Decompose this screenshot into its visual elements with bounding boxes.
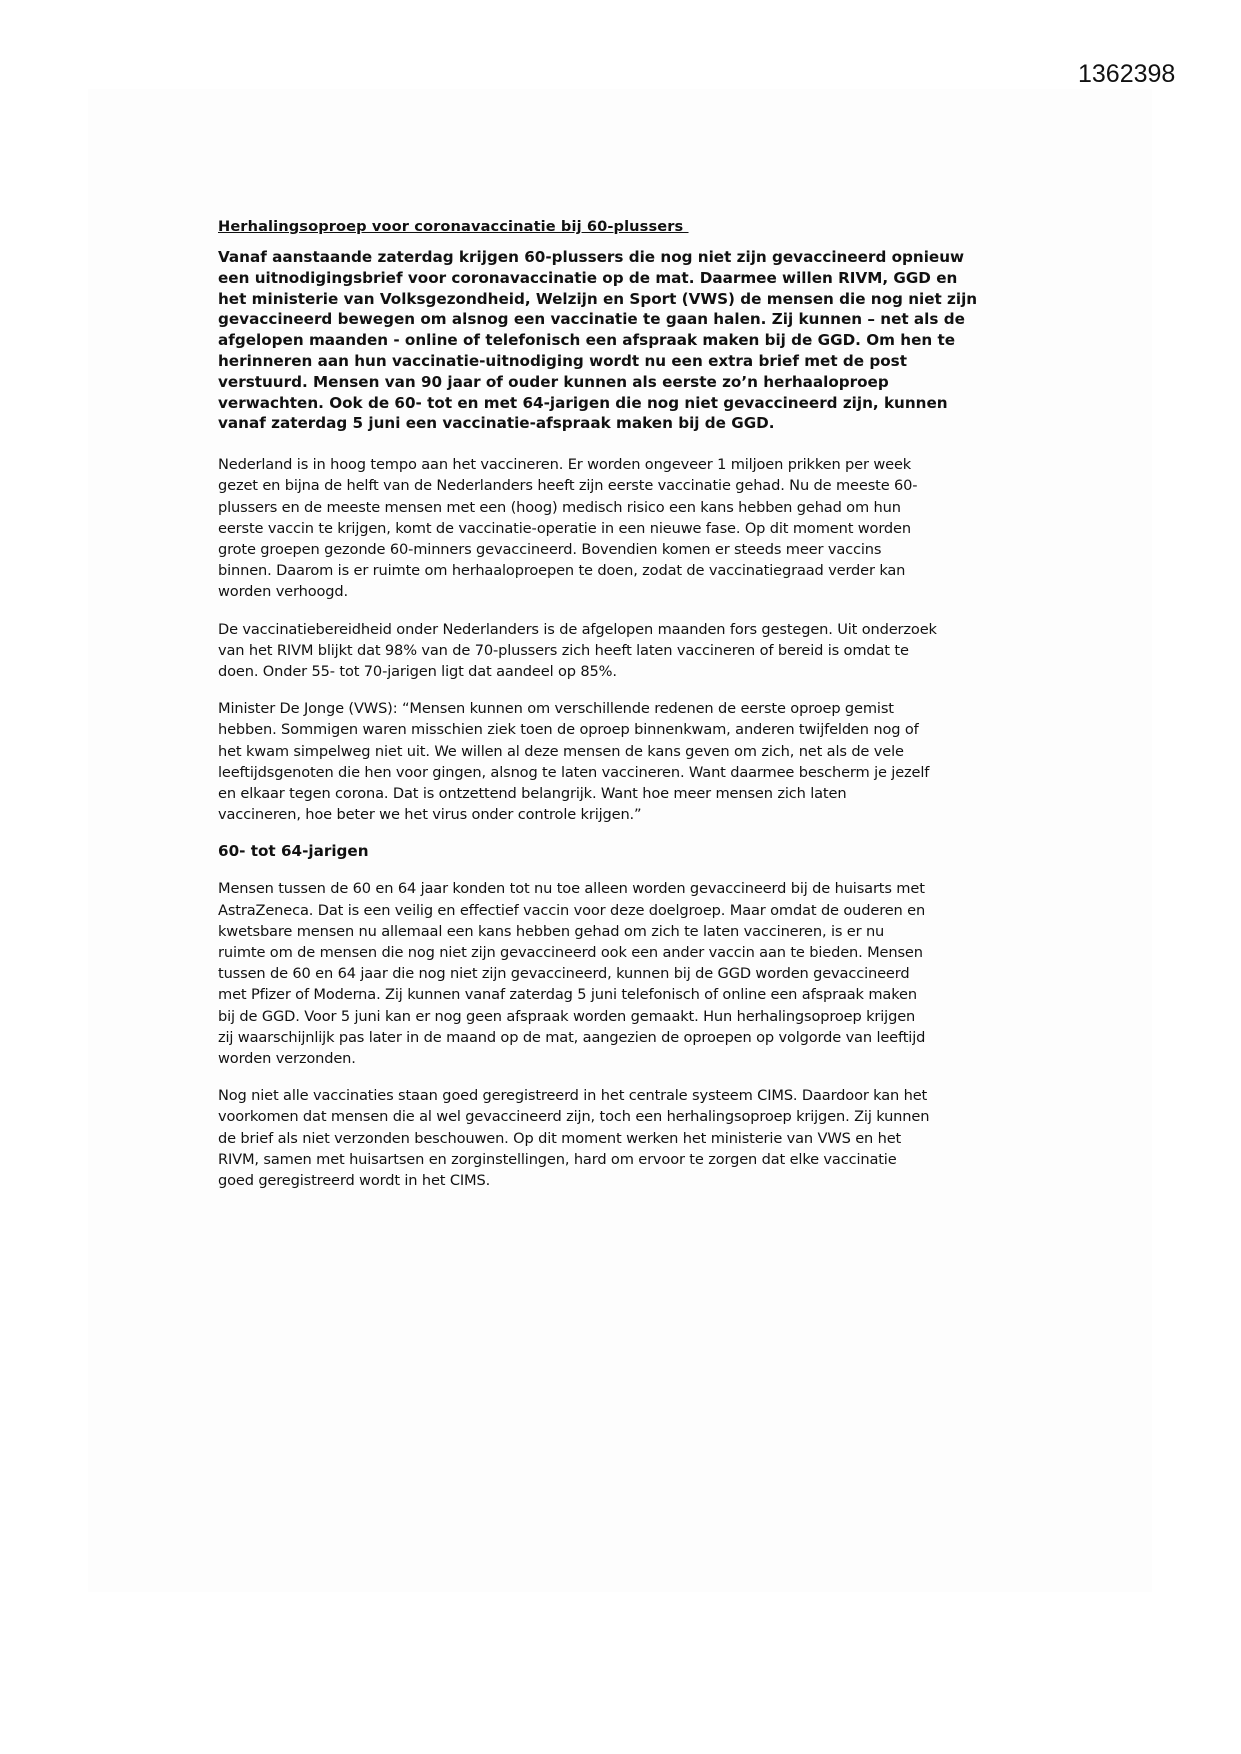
paragraph-vaccination-pace [218,454,1048,602]
document-title: Herhalingsoproep voor coronavaccinatie bij 60-plussers [218,218,689,235]
text-line: ruimte om de mensen die nog niet zijn gevaccineerd ook een ander vaccin aan te bieden. Mensen [218,944,923,962]
text-line: Mensen tussen de 60 en 64 jaar konden tot nu toe alleen worden gevaccineerd bij de huisarts met [218,880,925,898]
text-line: Nog niet alle vaccinaties staan goed geregistreerd in het centrale systeem CIMS. Daardoor kan het [218,1087,928,1105]
text-line: het kwam simpelweg niet uit. We willen al deze mensen de kans geven om zich, net als de vele [218,742,904,760]
text-line: voorkomen dat mensen die al wel gevaccineerd zijn, toch een herhalingsoproep krijgen. Zij kunnen [218,1108,930,1126]
text-line: doen. Onder 55- tot 70-jarigen ligt dat aandeel op 85%. [218,663,617,680]
paragraph-cims-registration [218,1085,1048,1191]
text-line: het ministerie van Volksgezondheid, Welzijn en Sport (VWS) de mensen die nog niet zijn [218,289,978,308]
text-line: verwachten. Ook de 60- tot en met 64-jarigen die nog niet gevaccineerd zijn, kunnen [218,393,948,412]
text-line: zij waarschijnlijk pas later in de maand op de mat, aangezien de oproepen op volgorde van leeftijd [218,1028,926,1046]
text-line: eerste vaccin te krijgen, komt de vaccinatie-operatie in een nieuwe fase. Op dit moment worden [218,519,911,537]
text-line: afgelopen maanden - online of telefonisch een afspraak maken bij de GGD. Om hen te [218,331,956,350]
section-heading: 60- tot 64-jarigen [218,842,369,861]
text-line: goed geregistreerd wordt in het CIMS. [218,1172,491,1190]
text-line: Vanaf aanstaande zaterdag krijgen 60-plussers die nog niet zijn gevaccineerd opnieuw [218,248,965,266]
text-line: vaccineren, hoe beter we het virus onder controle krijgen.” [218,806,642,824]
text-line: gezet en bijna de helft van de Nederlanders heeft zijn eerste vaccinatie gehad. Nu de meeste 60- [218,477,918,495]
text-line: de brief als niet verzonden beschouwen. Op dit moment werken het ministerie van VWS en het [218,1129,902,1147]
text-line: hebben. Sommigen waren misschien ziek toen de oproep binnenkwam, anderen twijfelden nog of [218,721,919,739]
text-line: leeftijdsgenoten die hen voor gingen, alsnog te laten vaccineren. Want daarmee bescherm je jezelf [218,763,930,781]
text-line: vanaf zaterdag 5 juni een vaccinatie-afspraak maken bij de GGD. [218,414,775,433]
paragraph-minister-quote [218,698,1048,825]
text-line: verstuurd. Mensen van 90 jaar of ouder kunnen als eerste zo’n herhaaloproep [218,372,889,391]
text-line: kwetsbare mensen nu allemaal een kans hebben gehad om zich te laten vaccineren, is er nu [218,922,885,940]
text-line: gevaccineerd bewegen om alsnog een vaccinatie te gaan halen. Zij kunnen – net als de [218,310,965,329]
text-line: bij de GGD. Voor 5 juni kan er nog geen afspraak worden gemaakt. Hun herhalingsoproep krijgen [218,1007,916,1025]
text-line: een uitnodigingsbrief voor coronavaccinatie op de mat. Daarmee willen RIVM, GGD en [218,268,958,287]
text-line: AstraZeneca. Dat is een veilig en effectief vaccin voor deze doelgroep. Maar omdat de ouderen en [218,901,926,919]
document-id: 1362398 [1078,60,1176,88]
paragraph-willingness [218,619,1048,683]
text-line: grote groepen gezonde 60-minners gevaccineerd. Bovendien komen er steeds meer vaccins [218,540,882,558]
text-line: van het RIVM blijkt dat 98% van de 70-plussers zich heeft laten vaccineren of bereid is omdat te [218,641,909,659]
text-line: met Pfizer of Moderna. Zij kunnen vanaf zaterdag 5 juni telefonisch of online een afspraak maken [218,986,917,1004]
document-body [218,217,1048,1207]
text-line: herinneren aan hun vaccinatie-uitnodiging wordt nu een extra brief met de post [218,351,907,370]
text-line: worden verzonden. [218,1050,356,1068]
text-line: RIVM, samen met huisartsen en zorginstellingen, hard om ervoor te zorgen dat elke vaccinatie [218,1150,897,1168]
lead-paragraph [218,247,1048,434]
paragraph-60-64 [218,878,1048,1069]
text-line: en elkaar tegen corona. Dat is ontzettend belangrijk. Want hoe meer mensen zich laten [218,785,847,803]
text-line: Nederland is in hoog tempo aan het vaccineren. Er worden ongeveer 1 miljoen prikken per week [218,456,912,474]
text-line: tussen de 60 en 64 jaar die nog niet zijn gevaccineerd, kunnen bij de GGD worden gevaccineerd [218,965,910,983]
text-line: worden verhoogd. [218,583,348,601]
text-line: plussers en de meeste mensen met een (hoog) medisch risico een kans hebben gehad om hun [218,498,901,516]
text-line: Minister De Jonge (VWS): “Mensen kunnen om verschillende redenen de eerste oproep gemist [218,700,894,718]
text-line: binnen. Daarom is er ruimte om herhaaloproepen te doen, zodat de vaccinatiegraad verder kan [218,562,906,580]
text-line: De vaccinatiebereidheid onder Nederlanders is de afgelopen maanden fors gestegen. Uit onderzoek [218,620,937,638]
